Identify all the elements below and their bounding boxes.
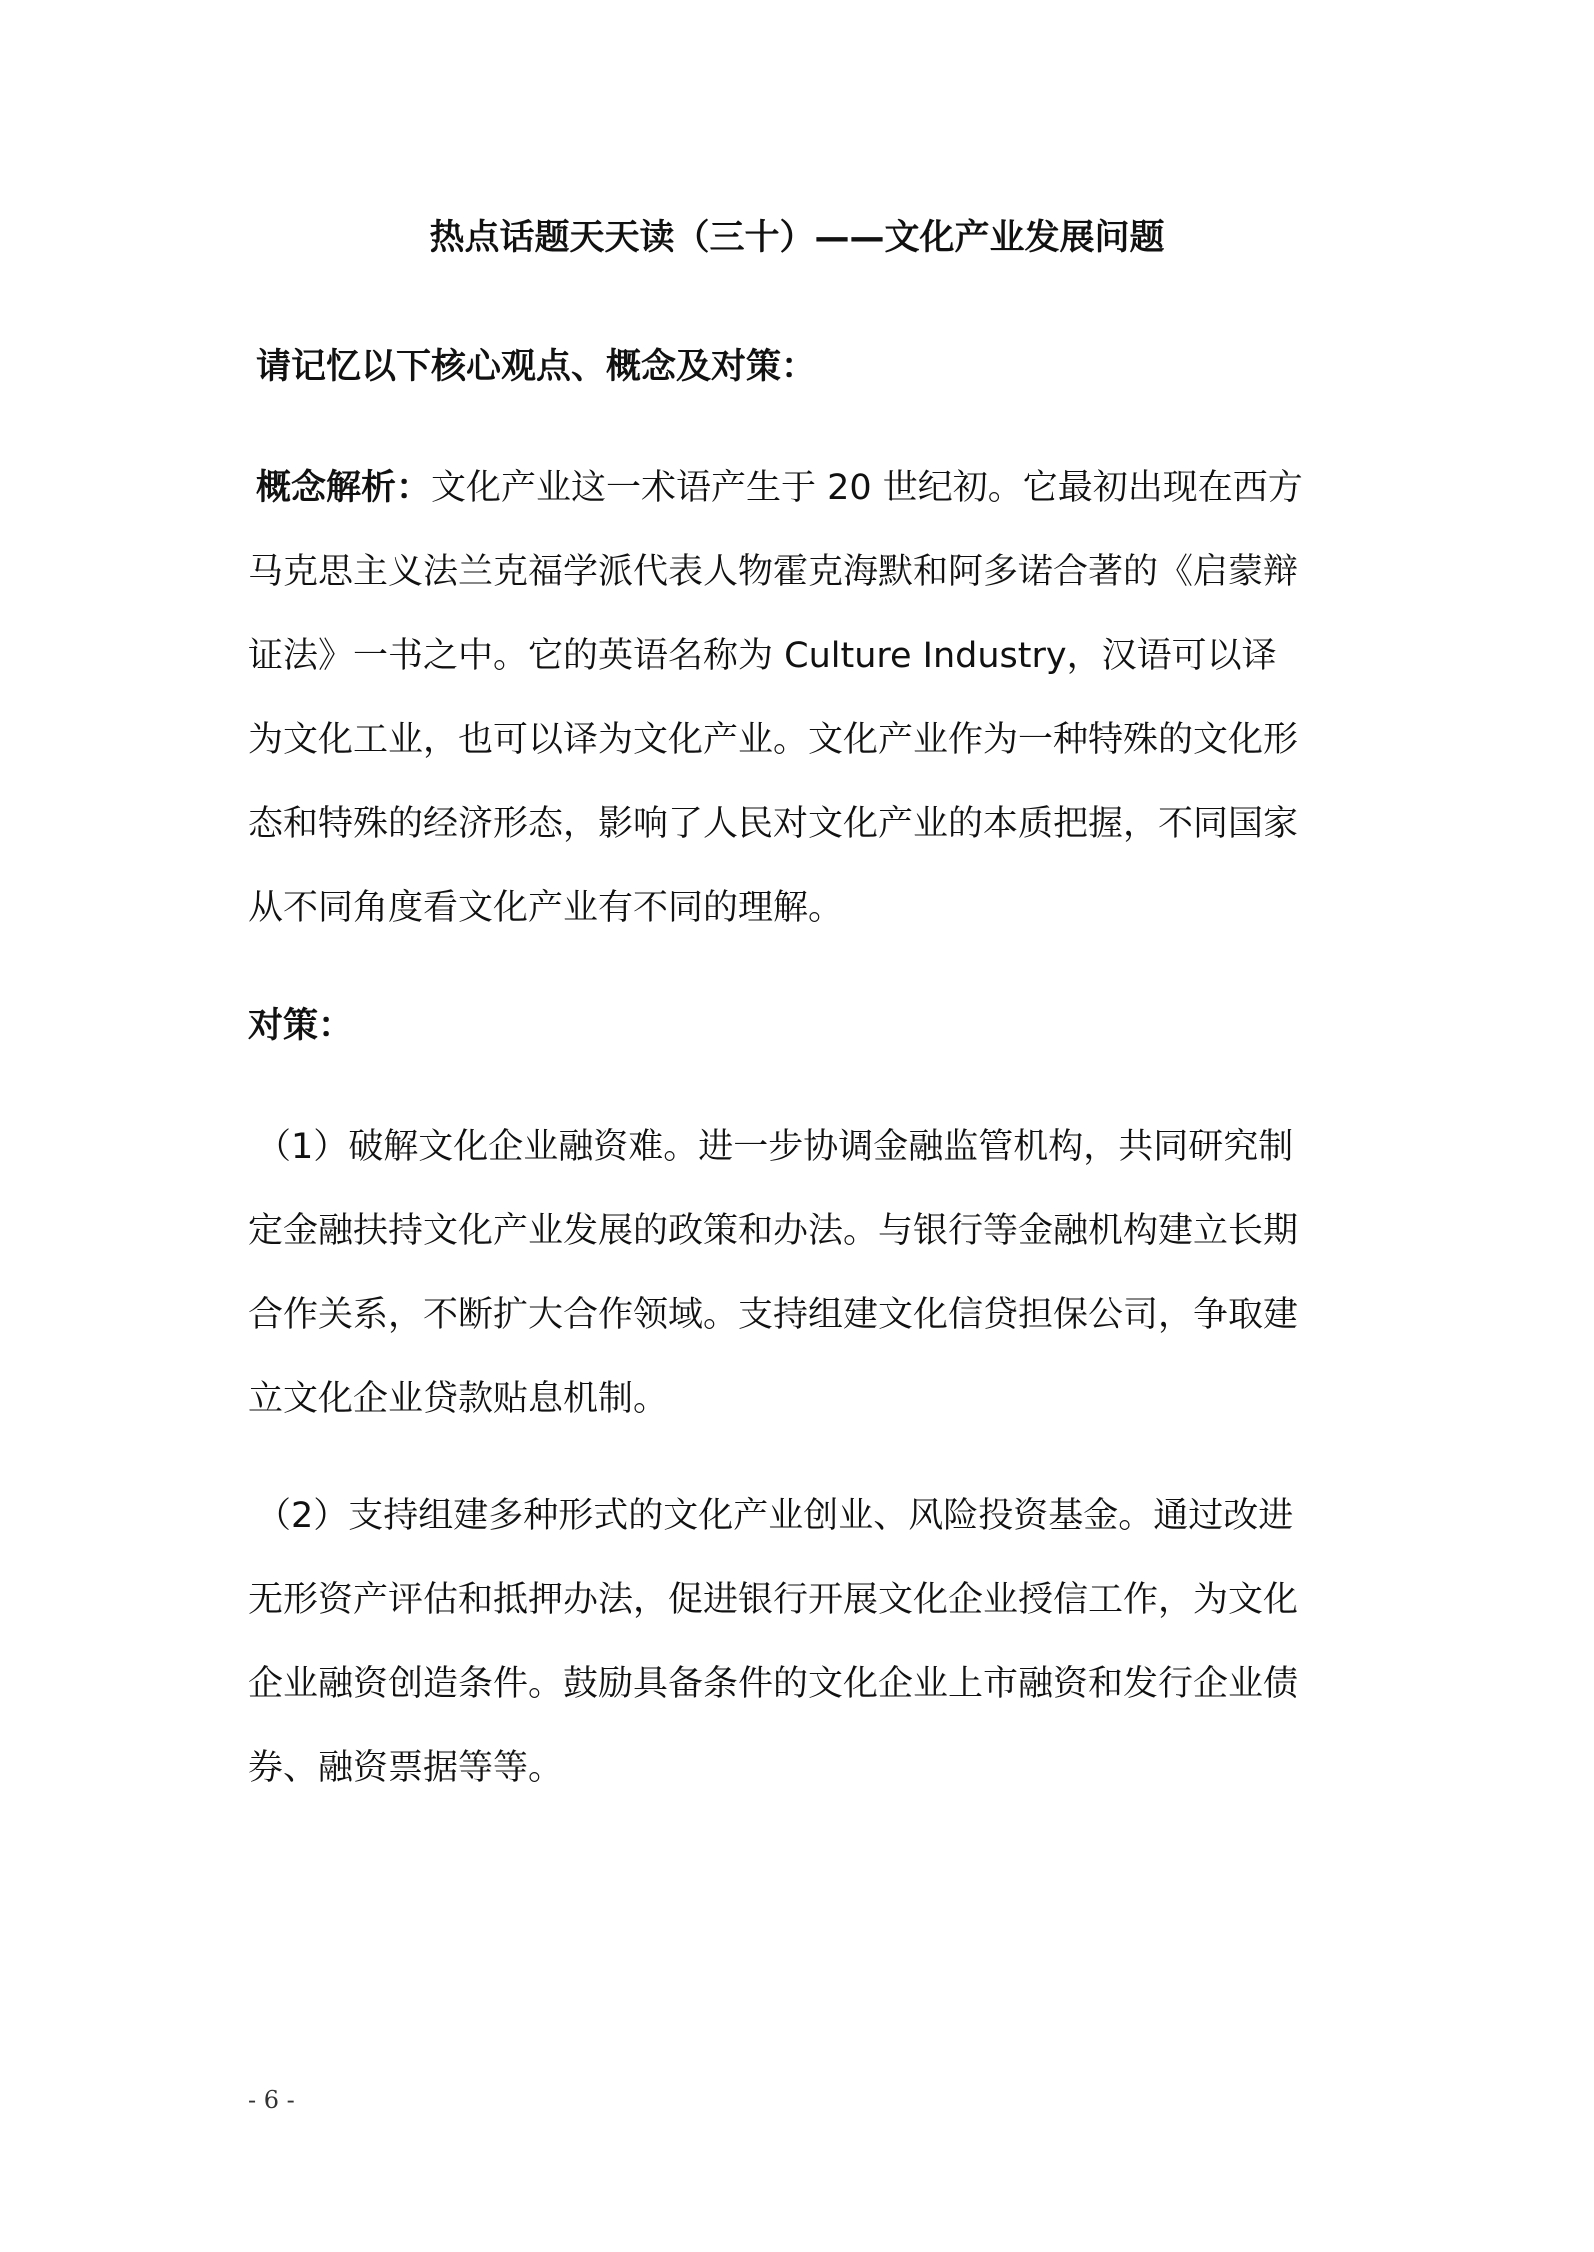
strategy-item-2-line-1: （2）支持组建多种形式的文化产业创业、风险投资基金。通过改进 bbox=[256, 1496, 1294, 1536]
strategy-item-1 bbox=[248, 1105, 1358, 1441]
concept-line-3: 证法》一书之中。它的英语名称为 Culture Industry，汉语可以译 bbox=[248, 636, 1277, 676]
concept-paragraph bbox=[248, 446, 1358, 950]
strategy-item-2 bbox=[248, 1474, 1358, 1810]
concept-line-1: 文化产业这一术语产生于 20 世纪初。它最初出现在西方 bbox=[431, 468, 1303, 508]
document-title: 热点话题天天读（三十）——文化产业发展问题 bbox=[429, 218, 1165, 258]
concept-first-line bbox=[248, 446, 1358, 530]
strategy-item-2-line-3: 企业融资创造条件。鼓励具备条件的文化企业上市融资和发行企业债 bbox=[248, 1664, 1299, 1704]
concept-line-4: 为文化工业，也可以译为文化产业。文化产业作为一种特殊的文化形 bbox=[248, 720, 1299, 760]
memo-heading bbox=[248, 325, 1366, 409]
concept-line-5: 态和特殊的经济形态，影响了人民对文化产业的本质把握，不同国家 bbox=[248, 804, 1299, 844]
strategy-item-1-line-1: （1）破解文化企业融资难。进一步协调金融监管机构，共同研究制 bbox=[256, 1127, 1294, 1167]
strategy-heading-text: 对策： bbox=[248, 1006, 354, 1046]
strategy-heading bbox=[248, 984, 1358, 1068]
page-number: - 6 - bbox=[248, 2086, 295, 2114]
concept-line-2: 马克思主义法兰克福学派代表人物霍克海默和阿多诺合著的《启蒙辩 bbox=[248, 552, 1299, 592]
strategy-item-1-line-2: 定金融扶持文化产业发展的政策和办法。与银行等金融机构建立长期 bbox=[248, 1211, 1299, 1251]
strategy-item-2-line-2: 无形资产评估和抵押办法，促进银行开展文化企业授信工作，为文化 bbox=[248, 1580, 1299, 1620]
strategy-item-1-line-3: 合作关系，不断扩大合作领域。支持组建文化信贷担保公司，争取建 bbox=[248, 1295, 1299, 1335]
concept-label: 概念解析： bbox=[256, 468, 432, 508]
memo-heading-text: 请记忆以下核心观点、概念及对策： bbox=[256, 347, 817, 387]
strategy-item-2-line-4: 券、融资票据等等。 bbox=[248, 1748, 564, 1788]
concept-line-6: 从不同角度看文化产业有不同的理解。 bbox=[248, 888, 844, 928]
strategy-item-1-line-4: 立文化企业贷款贴息机制。 bbox=[248, 1379, 669, 1419]
